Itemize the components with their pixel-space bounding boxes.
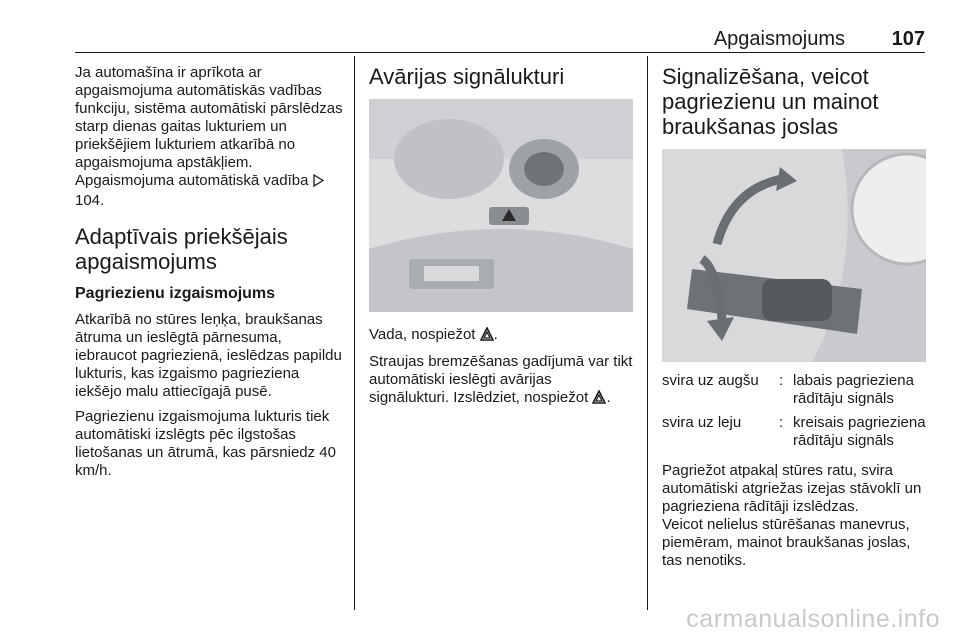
column-3 [662, 64, 926, 577]
page-header [75, 28, 925, 50]
intro-paragraph: Ja automašīna ir aprīkota ar apgaismojuma automātiskās vadības funkciju, sistēma automātiski pārslēdzas starp dienas gaitas lukturiem un priekšējiem lukturiem atkarībā no apgaismojuma apstākļiem. Apgaismojuma automātiskā vadība 104. [75, 64, 343, 209]
header-title: Apgaismojums [713, 28, 845, 50]
definition-row [662, 414, 926, 450]
section-title-adaptive-lighting: Adaptīvais priekšējais apgaismojums [75, 224, 288, 274]
section-title-hazard: Avārijas signālukturi [369, 64, 565, 89]
column-2 [369, 64, 633, 416]
definition-term: svira uz augšu [662, 372, 759, 389]
hazard-paragraph-2: Straujas bremzēšanas gadījumā var tikt automātiski ieslēgti avārijas signālukturi. Izslēdziet, nospiežot . [369, 353, 633, 409]
cross-reference-icon [313, 174, 324, 192]
hazard-switch-photo [369, 99, 633, 312]
hazard-paragraph-1: Vada, nospiežot . [369, 326, 633, 346]
definition-term: svira uz leju [662, 414, 742, 431]
definition-description: kreisais pagrieziena rādītāju signāls [793, 414, 926, 449]
cornering-paragraph-2: Pagriezienu izgaismojuma lukturis tiek automātiski izslēgts pēc ilgstošas lietošanas un ātrumā, kas pārsniedz 40 km/h. [75, 408, 336, 479]
turn-signal-paragraph-1: Pagriežot atpakaļ stūres ratu, svira automātiski atgriežas izejas stāvoklī un pagrieziena rādītāji izslēdzas. [662, 462, 922, 515]
section-title-turn-signals: Signalizēšana, veicot pagriezienu un mainot braukšanas joslas [662, 64, 879, 139]
column-divider-2 [647, 56, 648, 610]
header-rule [75, 52, 925, 53]
subsection-title-cornering: Pagriezienu izgaismojums [75, 285, 276, 302]
cornering-paragraph-1: Atkarībā no stūres leņķa, braukšanas ātruma un ieslēgtā pārnesuma, iebraucot pagriezienā, ieslēdzas papildu lukturis, kas izgaismo pagrieziena iekšējo malu attiecīgajā pusē. [75, 311, 342, 400]
hazard-triangle-icon-2 [592, 390, 606, 409]
column-1 [75, 64, 343, 487]
definition-row [662, 372, 926, 408]
turn-signal-paragraph-2: Veicot nelielus stūrēšanas manevrus, piemēram, mainot braukšanas joslas, tas nenotiks. [662, 516, 911, 569]
definition-separator: : [779, 414, 784, 431]
definition-description: labais pagrieziena rādītāju signāls [793, 372, 914, 407]
column-divider-1 [354, 56, 355, 610]
watermark: carmanualsonline.info [686, 605, 940, 633]
hazard-triangle-icon [480, 327, 494, 346]
turn-signal-lever-photo [662, 149, 926, 362]
definition-separator: : [779, 372, 784, 389]
page-number: 107 [891, 28, 925, 50]
cross-reference-link[interactable]: 104. [75, 192, 105, 209]
lever-definition-list [662, 372, 926, 450]
